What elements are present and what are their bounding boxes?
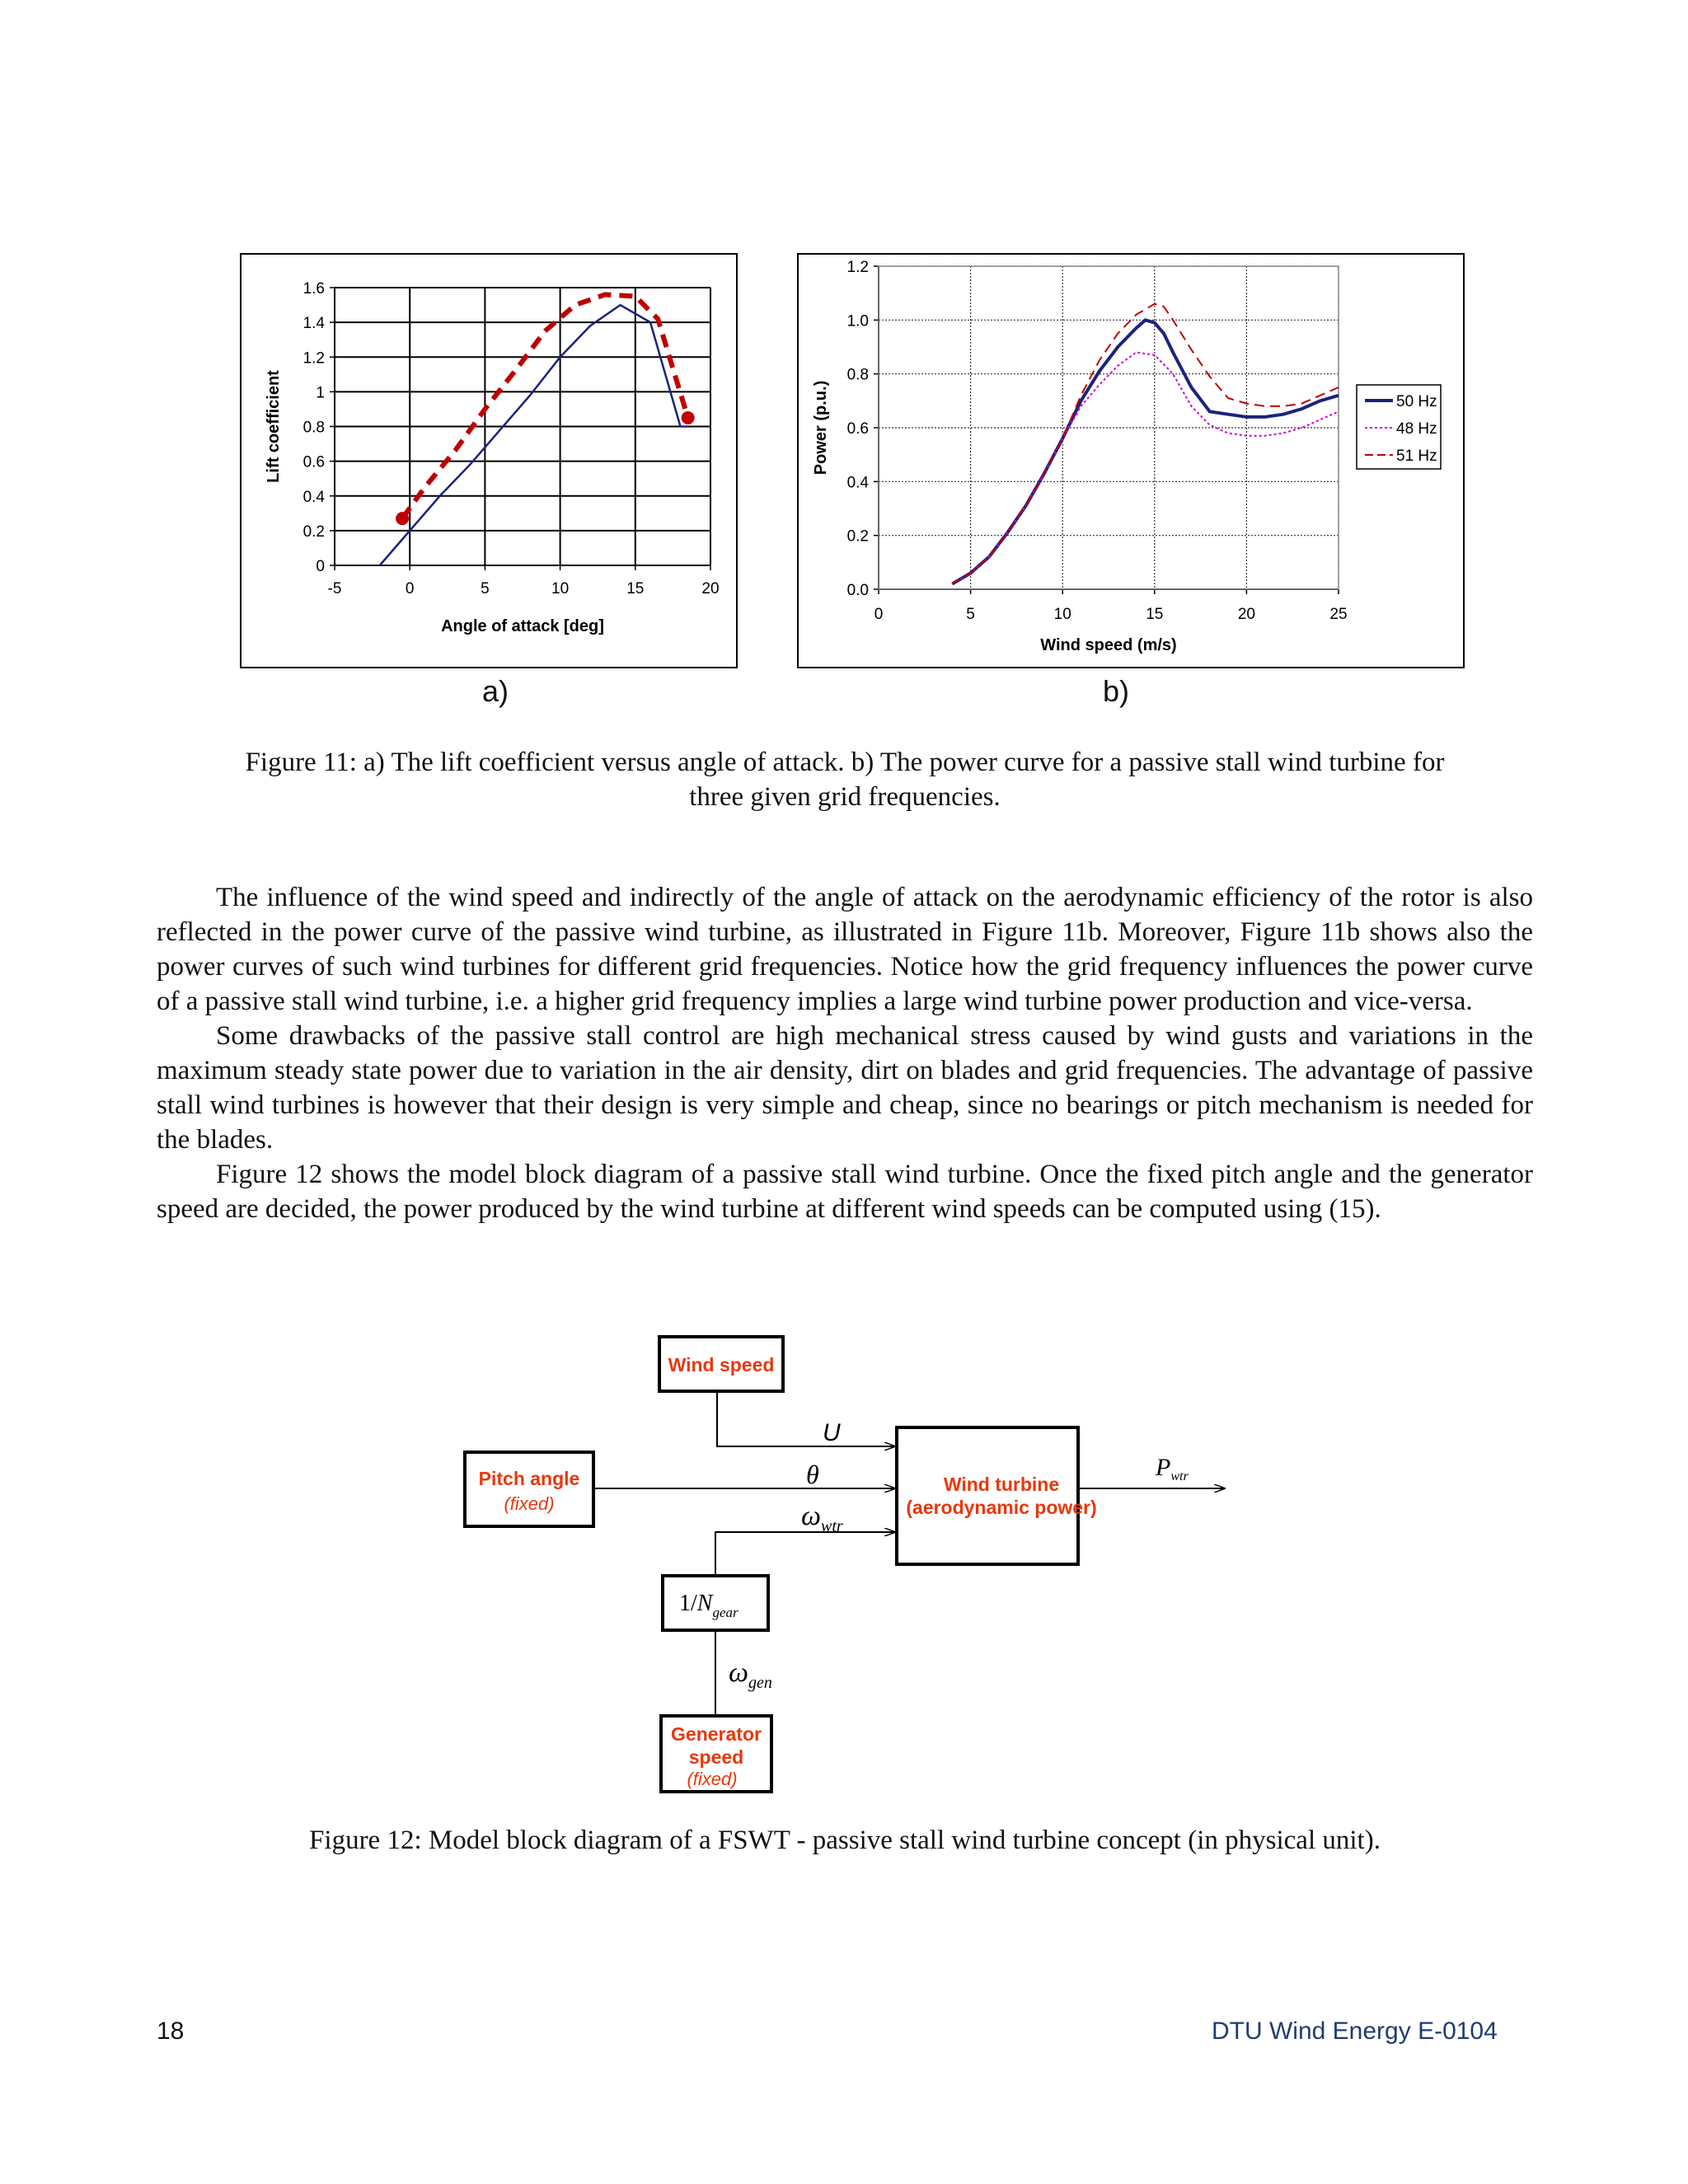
x-tick-label: -5 xyxy=(327,580,342,598)
legend-label: 50 Hz xyxy=(1396,393,1437,410)
legend-label: 48 Hz xyxy=(1396,420,1437,438)
symbol-u: U xyxy=(823,1419,841,1446)
wind-turbine-block xyxy=(897,1427,1078,1564)
x-axis-label: Angle of attack [deg] xyxy=(441,617,604,635)
series-endpoint-marker xyxy=(396,512,409,525)
wind-speed-label: Wind speed xyxy=(668,1354,775,1376)
y-tick-label: 0.2 xyxy=(302,523,325,541)
x-tick-label: 10 xyxy=(551,580,570,598)
symbol-theta: θ xyxy=(806,1460,819,1489)
omega-wtr-sub: wtr xyxy=(821,1517,843,1535)
y-tick-label: 1.2 xyxy=(846,259,869,276)
y-tick-label: 1.6 xyxy=(302,280,325,298)
aero-power-label: (aerodynamic power) xyxy=(906,1497,1097,1518)
chart-b-legend xyxy=(1357,385,1441,469)
symbol-p-wtr xyxy=(1155,1454,1189,1483)
legend-label: 51 Hz xyxy=(1396,448,1437,465)
omega-gen-sub: gen xyxy=(748,1674,772,1692)
y-tick-label: 0.8 xyxy=(846,366,869,384)
wind-speed-arrow xyxy=(717,1393,895,1446)
y-tick-label: 0.4 xyxy=(846,474,869,492)
y-tick-label: 1.4 xyxy=(302,315,325,333)
report-id: DTU Wind Energy E-0104 xyxy=(1212,2018,1498,2045)
omega-wtr-symbol: ω xyxy=(801,1501,822,1531)
generator-speed-label: speed xyxy=(688,1746,744,1768)
symbol-omega-gen xyxy=(729,1657,772,1692)
p-wtr-sub: wtr xyxy=(1170,1469,1189,1483)
y-tick-label: 0.8 xyxy=(302,419,325,437)
gear-sub: gear xyxy=(712,1605,738,1620)
gear-n: N xyxy=(696,1591,713,1616)
x-tick-label: 20 xyxy=(701,580,720,598)
chart-lift-coefficient xyxy=(239,252,740,671)
x-tick-label: 15 xyxy=(626,580,645,598)
pitch-angle-fixed: (fixed) xyxy=(504,1493,555,1514)
generator-label: Generator xyxy=(671,1723,762,1745)
p-wtr-symbol: P xyxy=(1156,1454,1171,1481)
paragraph-1: The influence of the wind speed and indirectly of the angle of attack on the aerodynamic efficiency of the rotor is also reflected in the power curve of the passive wind turbine, as illustrated in Figure 11b. Moreover, Figure 11b shows also the power curves of such wind turbines for different grid frequencies. Notice how the grid frequency influences the power curve of a passive stall wind turbine, i.e. a higher grid frequency implies a large wind turbine power production and vice-versa. xyxy=(157,883,1533,1016)
x-tick-label: 10 xyxy=(1053,606,1071,623)
rotor-speed-arrow xyxy=(715,1532,895,1574)
y-tick-label: 0 xyxy=(316,558,325,575)
y-tick-label: 1.0 xyxy=(846,312,869,330)
series-endpoint-marker xyxy=(682,411,695,424)
y-tick-label: 0.0 xyxy=(846,582,869,599)
y-axis-label: Lift coefficient xyxy=(265,370,283,483)
gear-prefix: 1/ xyxy=(679,1591,697,1616)
figure12-caption: Figure 12: Model block diagram of a FSWT - passive stall wind turbine concept (in physical unit). xyxy=(309,1825,1381,1855)
generator-fixed: (fixed) xyxy=(687,1769,738,1789)
x-tick-label: 5 xyxy=(481,580,490,598)
block-diagram xyxy=(445,1319,1269,1797)
y-tick-label: 1.2 xyxy=(302,349,325,368)
paragraph-3: Figure 12 shows the model block diagram of a passive stall wind turbine. Once the fixed pitch angle and the generator speed are decided, the power produced by the wind turbine at different wind speeds can be computed using (15). xyxy=(157,1160,1533,1224)
symbol-omega-wtr xyxy=(801,1501,843,1535)
pitch-angle-block xyxy=(465,1452,593,1526)
x-tick-label: 25 xyxy=(1329,606,1348,623)
y-tick-label: 0.2 xyxy=(846,527,869,546)
panel-label-a: a) xyxy=(482,674,509,708)
figure11-caption-line1: Figure 11: a) The lift coefficient versus angle of attack. b) The power curve for a passive stall wind turbine for xyxy=(245,748,1445,777)
body-text xyxy=(157,880,1533,1226)
y-tick-label: 0.4 xyxy=(302,488,325,506)
chart-power-curve xyxy=(796,252,1467,671)
x-tick-label: 0 xyxy=(405,580,415,598)
figure11-caption xyxy=(157,745,1533,814)
figure11-caption-line2: three given grid frequencies. xyxy=(689,782,1001,812)
x-axis-label: Wind speed (m/s) xyxy=(1040,636,1177,654)
panel-label-b: b) xyxy=(1103,674,1130,708)
x-tick-label: 20 xyxy=(1237,606,1255,623)
x-tick-label: 5 xyxy=(966,606,975,623)
omega-gen-symbol: ω xyxy=(729,1657,749,1688)
y-tick-label: 0.6 xyxy=(302,453,325,471)
wind-turbine-label: Wind turbine xyxy=(943,1474,1060,1495)
page-number: 18 xyxy=(157,2018,185,2045)
y-tick-label: 0.6 xyxy=(846,420,869,438)
y-axis-label: Power (p.u.) xyxy=(812,380,830,476)
paragraph-2: Some drawbacks of the passive stall control are high mechanical stress caused by wind gusts and variations in the maximum steady state power due to variation in the air density, dirt on blades and grid frequencies. The advantage of passive stall wind turbines is however that their design is very simple and cheap, since no bearings or pitch mechanism is needed for the blades. xyxy=(157,1021,1533,1155)
x-tick-label: 15 xyxy=(1146,606,1164,623)
x-tick-label: 0 xyxy=(874,606,884,623)
y-tick-label: 1 xyxy=(316,384,325,402)
pitch-angle-label: Pitch angle xyxy=(478,1468,580,1489)
